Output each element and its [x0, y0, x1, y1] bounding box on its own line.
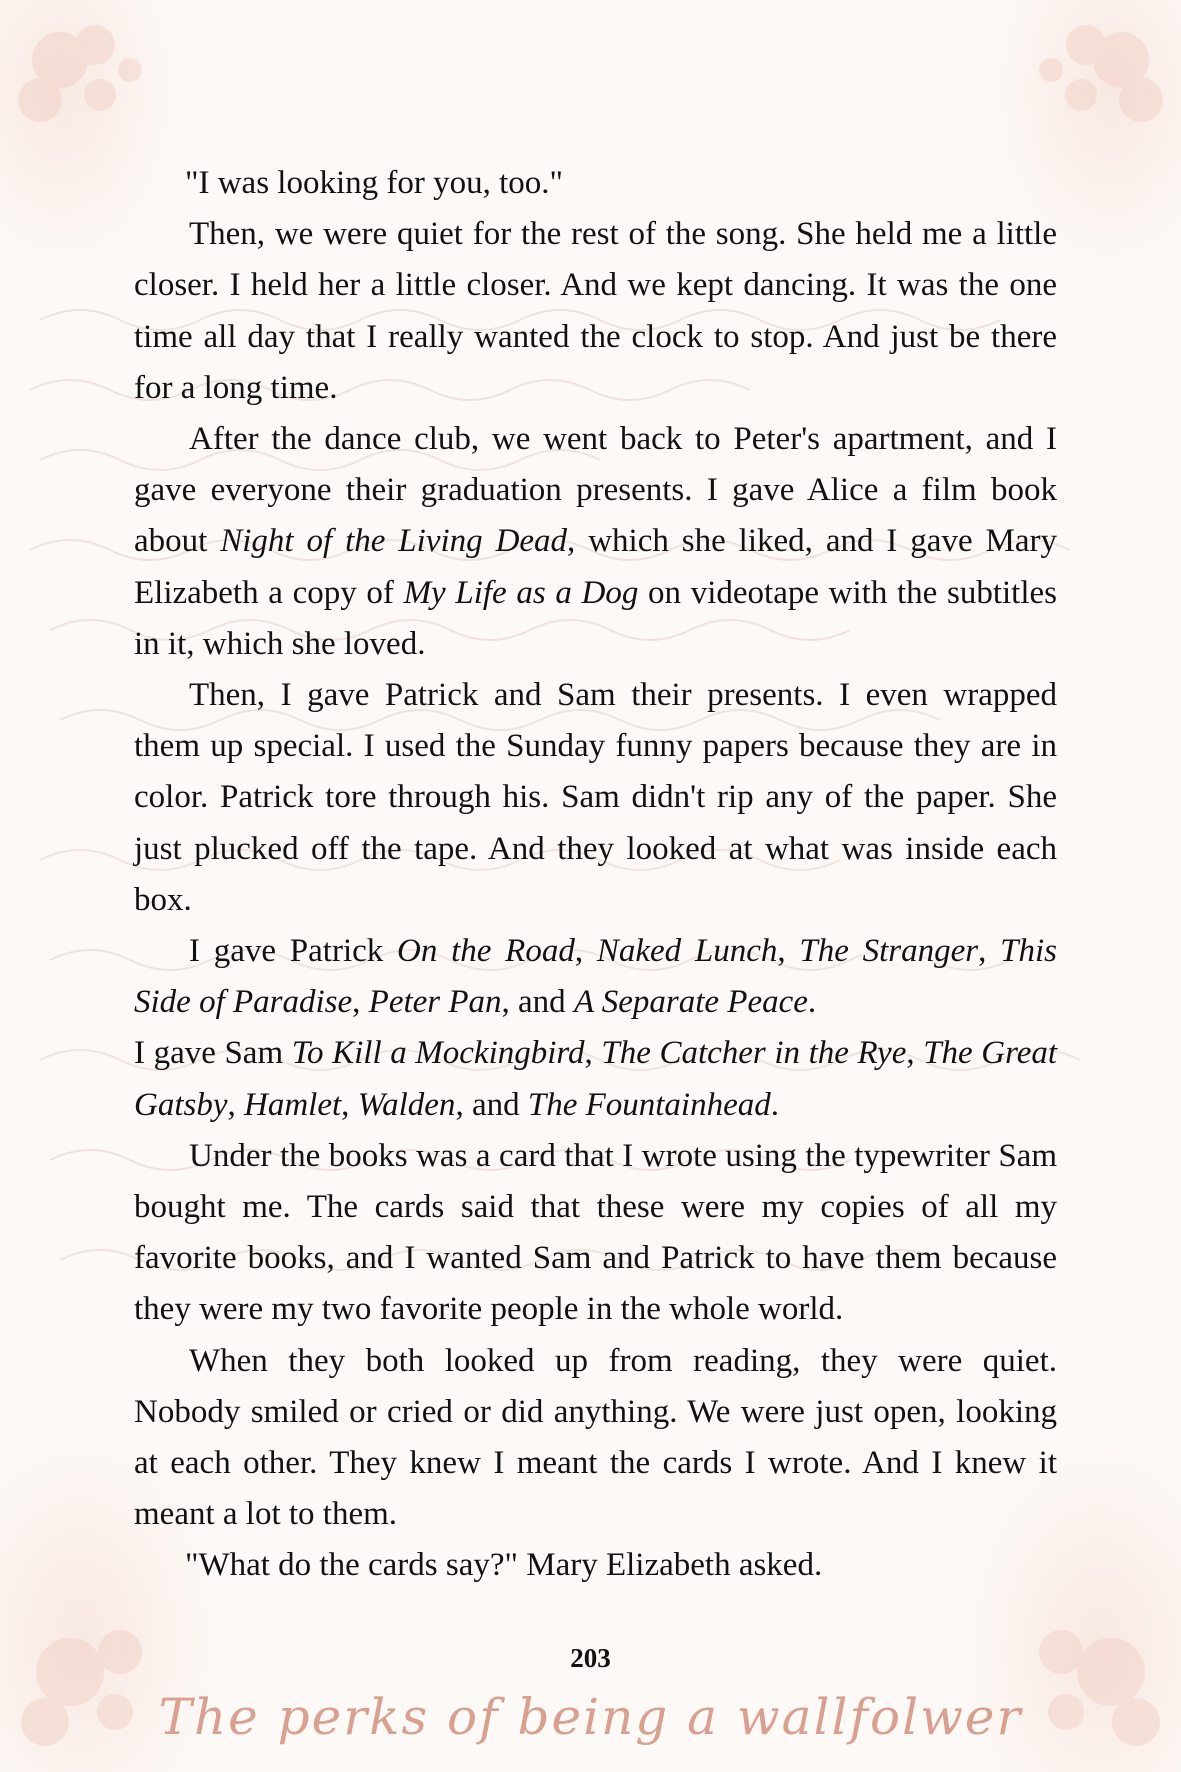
paragraph	[134, 670, 1057, 926]
title-italic: Walden	[357, 1086, 456, 1123]
title-italic: Naked Lunch	[596, 933, 778, 970]
paragraph	[134, 1336, 1057, 1541]
text-run: When they both looked up from reading, they were quiet. Nobody smiled or cried or did anything. We were just open, looking at each other. They knew I meant the cards I wrote. And I knew it meant a lot to them.	[134, 1342, 1057, 1533]
text-run: ,	[352, 984, 369, 1021]
text-run: ,	[574, 933, 597, 970]
text-run: .	[807, 984, 817, 1021]
text-run: ,	[978, 933, 1001, 970]
paragraph	[134, 1131, 1057, 1336]
text-run: ,	[906, 1035, 924, 1072]
title-italic: The Catcher in the Rye	[601, 1035, 907, 1072]
title-italic: This Side of Paradise	[134, 933, 1058, 1021]
title-italic: A Separate Peace	[573, 984, 808, 1021]
text-run: "I was looking for you, too."	[185, 165, 563, 201]
paragraph	[134, 926, 1057, 1028]
paragraph	[134, 1540, 1057, 1591]
text-run: on videotape with the subtitles in it, which she loved.	[134, 574, 1057, 662]
book-title-footer: The perks of being a wallfolwer	[158, 1688, 1023, 1746]
text-run: I gave Sam	[134, 1035, 292, 1072]
title-italic: The Great Gatsby	[134, 1035, 1058, 1123]
title-italic: To Kill a Mockingbird	[291, 1035, 585, 1072]
text-run: , and	[501, 984, 574, 1021]
text-run: , and	[455, 1086, 528, 1123]
corner-flower-top-right-icon	[1011, 0, 1181, 170]
paragraph	[134, 1028, 1057, 1130]
paragraph	[134, 209, 1057, 414]
text-run: After the dance club, we went back to Peter's apartment, and I gave everyone their graduation presents. I gave Alice a film book about	[134, 421, 1057, 560]
title-italic: Hamlet	[244, 1086, 342, 1123]
text-run: , which she liked, and I gave Mary Elizabeth a copy of	[134, 523, 1057, 611]
text-run: ,	[584, 1035, 602, 1072]
title-italic: The Fountainhead	[527, 1086, 771, 1123]
paragraph	[134, 158, 1057, 209]
title-italic: My Life as a Dog	[403, 574, 639, 611]
text-run: I gave Patrick	[189, 933, 398, 970]
page-number: 203	[570, 1643, 611, 1673]
text-run: ,	[777, 933, 800, 970]
text-run: Then, I gave Patrick and Sam their presents. I even wrapped them up special. I used the Sunday funny papers because they are in color. Patrick tore through his. Sam didn't rip any of the paper. She just plucked off the tape. And they looked at what was inside each box.	[134, 677, 1057, 918]
text-run: .	[770, 1086, 779, 1123]
text-run: Then, we were quiet for the rest of the song. She held me a little closer. I held her a little closer. And we kept dancing. It was the one time all day that I really wanted the clock to stop. And just be there for a long time.	[134, 216, 1057, 406]
title-italic: Night of the Living Dead	[220, 523, 568, 560]
text-run: ,	[227, 1086, 244, 1123]
body-text	[134, 158, 1057, 1592]
corner-flower-top-left-icon	[0, 0, 170, 170]
title-italic: Peter Pan	[368, 984, 502, 1021]
text-run: "What do the cards say?" Mary Elizabeth asked.	[185, 1547, 823, 1584]
text-run: Under the books was a card that I wrote using the typewriter Sam bought me. The cards said that these were my copies of all my favorite books, and I wanted Sam and Patrick to have them because they were my two favorite people in the whole world.	[134, 1137, 1057, 1328]
text-run: ,	[341, 1086, 358, 1123]
paragraph	[134, 414, 1057, 670]
title-italic: The Stranger	[799, 933, 979, 970]
title-italic: On the Road	[397, 933, 575, 970]
